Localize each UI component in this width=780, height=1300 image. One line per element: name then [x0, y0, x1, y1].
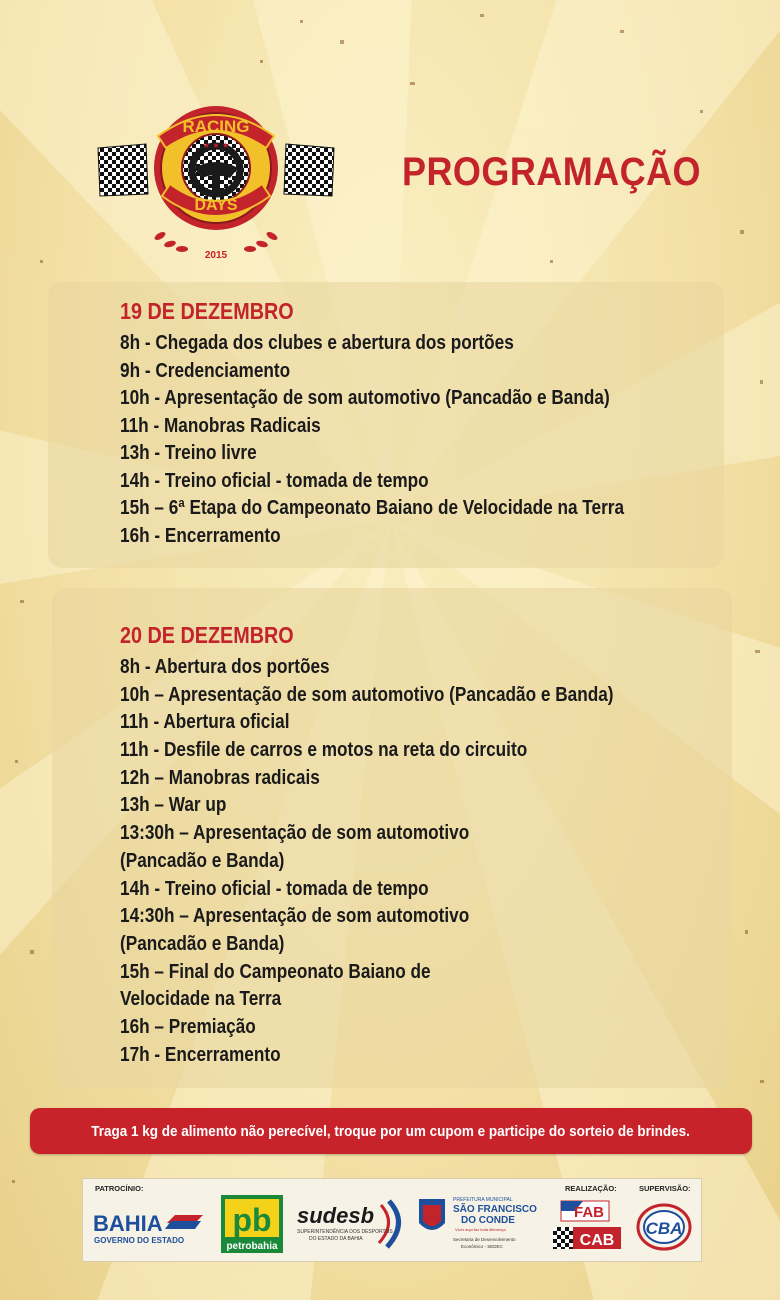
logo-top-text: RACING — [182, 117, 250, 136]
schedule-item: 11h - Manobras Radicais — [120, 414, 321, 437]
schedule-item: 14h - Treino oficial - tomada de tempo — [120, 469, 429, 492]
svg-text:DO CONDE: DO CONDE — [461, 1215, 515, 1226]
svg-text:★ ★ ★: ★ ★ ★ — [202, 141, 230, 150]
petrobahia-logo — [221, 1195, 283, 1253]
day2-title: 20 DE DEZEMBRO — [120, 622, 294, 648]
schedule-item: 12h – Manobras radicais — [120, 766, 320, 789]
svg-text:Secretaria de Desenvolvimento: Secretaria de Desenvolvimento — [453, 1237, 516, 1242]
day1-schedule — [120, 330, 706, 550]
schedule-item: Velocidade na Terra — [120, 988, 282, 1011]
supervisao-label: SUPERVISÃO: — [639, 1184, 691, 1193]
schedule-item: 8h - Abertura dos portões — [120, 656, 330, 678]
svg-text:PREFEITURA MUNICIPAL: PREFEITURA MUNICIPAL — [453, 1197, 513, 1203]
schedule-item: 16h - Encerramento — [120, 524, 281, 547]
schedule-item: 10h - Apresentação de som automotivo (Pancadão e Banda) — [120, 387, 610, 409]
svg-text:CAB: CAB — [579, 1232, 615, 1249]
schedule-item: 13h - Treino livre — [120, 442, 257, 464]
donation-banner — [30, 1108, 752, 1154]
svg-text:petrobahia: petrobahia — [226, 1241, 278, 1252]
bahia-governo-logo — [91, 1207, 207, 1247]
schedule-item: 9h - Credenciamento — [120, 359, 291, 382]
schedule-item: 14:30h – Apresentação de som automotivo — [120, 905, 470, 928]
svg-text:Viver aqui faz toda diferença: Viver aqui faz toda diferença — [455, 1227, 506, 1232]
day2-schedule — [120, 654, 694, 1069]
realizacao-label: REALIZAÇÃO: — [565, 1184, 617, 1193]
day1-title: 19 DE DEZEMBRO — [120, 298, 294, 324]
logo-bottom-text: DAYS — [194, 197, 238, 214]
svg-text:sudesb: sudesb — [297, 1203, 375, 1228]
donation-banner-text: Traga 1 kg de alimento não perecível, troque por um cupom e participe do sorteio de brindes. — [91, 1122, 691, 1140]
svg-text:BAHIA: BAHIA — [93, 1211, 163, 1236]
schedule-item: 15h – Final do Campeonato Baiano de — [120, 960, 431, 983]
svg-text:pb: pb — [232, 1202, 272, 1238]
schedule-item: 8h - Chegada dos clubes e abertura dos portões — [120, 332, 514, 354]
cba-logo — [635, 1199, 693, 1253]
schedule-item: (Pancadão e Banda) — [120, 849, 285, 872]
schedule-item: 15h – 6ª Etapa do Campeonato Baiano de Velocidade na Terra — [120, 497, 625, 519]
logo-year: 2015 — [204, 250, 228, 261]
svg-text:DO ESTADO DA BAHIA: DO ESTADO DA BAHIA — [309, 1236, 363, 1242]
schedule-item: 10h – Apresentação de som automotivo (Pancadão e Banda) — [120, 683, 614, 706]
schedule-item: 11h - Desfile de carros e motos na reta do circuito — [120, 739, 528, 762]
schedule-panel-day2 — [52, 588, 732, 1088]
schedule-item: 13h – War up — [120, 794, 227, 817]
schedule-item: (Pancadão e Banda) — [120, 932, 285, 955]
svg-text:Econômico - SEDEC: Econômico - SEDEC — [461, 1244, 503, 1249]
schedule-panel-day1 — [48, 282, 724, 568]
sudesb-logo — [293, 1197, 407, 1251]
svg-text:SÃO FRANCISCO: SÃO FRANCISCO — [453, 1204, 537, 1215]
schedule-item: 13:30h – Apresentação de som automotivo — [120, 822, 470, 845]
sponsors-bar — [82, 1178, 702, 1262]
svg-text:CBA: CBA — [645, 1219, 683, 1238]
patrocinio-label: PATROCÍNIO: — [95, 1184, 144, 1193]
svg-text:SUPERINTENDÊNCIA DOS DESPORTOS: SUPERINTENDÊNCIA DOS DESPORTOS — [297, 1229, 393, 1235]
sao-francisco-do-conde-logo — [415, 1193, 545, 1255]
schedule-item: 16h – Premiação — [120, 1015, 256, 1038]
fab-cab-logo — [549, 1195, 623, 1253]
schedule-item: 11h - Abertura oficial — [120, 711, 290, 734]
page-title: PROGRAMAÇÃO — [402, 150, 701, 194]
schedule-item: 17h - Encerramento — [120, 1043, 281, 1066]
schedule-item: 14h - Treino oficial - tomada de tempo — [120, 877, 429, 900]
svg-text:GOVERNO DO ESTADO: GOVERNO DO ESTADO — [94, 1236, 185, 1245]
svg-text:FAB: FAB — [574, 1204, 604, 1221]
racing-days-logo — [96, 96, 336, 266]
